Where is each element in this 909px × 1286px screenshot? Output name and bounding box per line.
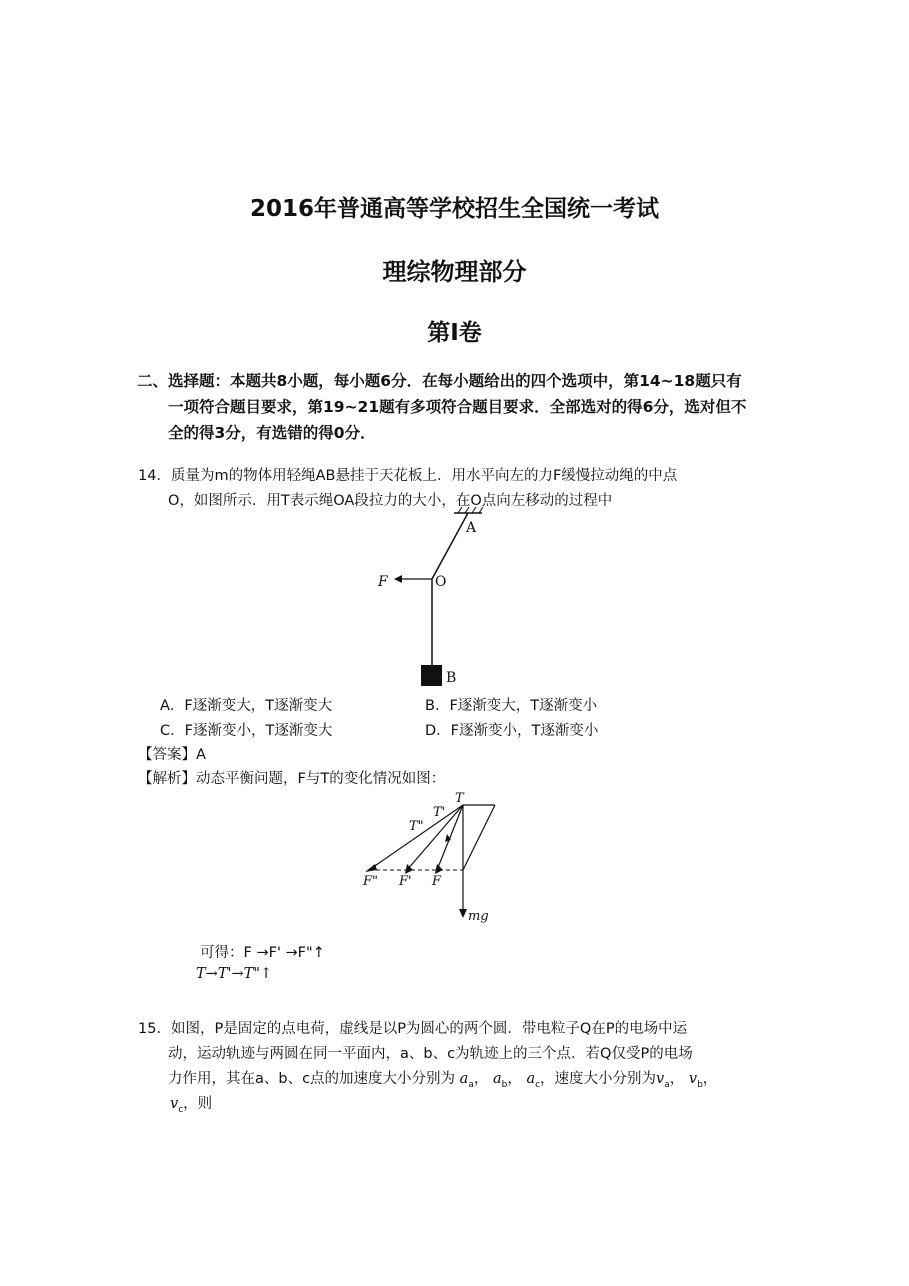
q14-rope-figure xyxy=(370,505,510,690)
symbol-a-a: a xyxy=(459,1071,469,1087)
q14-answer: 【答案】A xyxy=(138,747,206,763)
symbol-a-c: a xyxy=(526,1071,536,1087)
sub-va: a xyxy=(664,1079,670,1090)
sub-a: a xyxy=(468,1079,474,1090)
sub-b: b xyxy=(501,1079,508,1090)
q15-line3: 力作用，其在a、b、c点的加速度大小分别为 $a_a$， $a_b$， $a_c$，速度大小分别为$v_a$， $v_b$， xyxy=(168,1071,718,1090)
q15-line3-text: 力作用，其在a、b、c点的加速度大小分别为 xyxy=(168,1071,456,1087)
q14-analysis: 【解析】动态平衡问题，F与T的变化情况如图： xyxy=(138,771,446,787)
q15-line4 xyxy=(170,1092,212,1115)
section-instructions-line3: 全的得3分，有选错的得0分． xyxy=(168,424,376,442)
symbol-v-a: v xyxy=(656,1071,665,1087)
q15-line4-end: ，则 xyxy=(183,1096,213,1112)
diagram-label-T-double-prime: T" xyxy=(409,819,424,834)
exam-title: 2016年普通高等学校招生全国统一考试 xyxy=(249,196,659,222)
symbol-v-c: v xyxy=(170,1096,179,1112)
label-A: A xyxy=(466,520,477,536)
section-instructions-line1: 二、选择题：本题共8小题，每小题6分．在每小题给出的四个选项中，第14~18题只有 xyxy=(137,372,742,390)
result-line2: T→T'→T"↑ xyxy=(196,966,273,982)
label-B: B xyxy=(446,670,457,686)
force-triangle-diagram xyxy=(355,790,515,930)
diagram-label-mg: mg xyxy=(468,909,489,924)
sub-c: c xyxy=(535,1079,541,1090)
q15-line1: 15．如图，P是固定的点电荷，虚线是以P为圆心的两个圆．带电粒子Q在P的电场中运 xyxy=(138,1021,688,1037)
q14-option-c: C．F逐渐变小，T逐渐变大 xyxy=(160,723,333,739)
result-line1: 可得：F →F' →F"↑ xyxy=(200,945,325,961)
symbol-a-b: a xyxy=(492,1071,502,1087)
diagram-label-T: T xyxy=(455,791,464,806)
q15-line3-mid: ，速度大小分别为 xyxy=(540,1071,657,1087)
exam-subtitle: 理综物理部分 xyxy=(382,258,527,286)
label-F: F xyxy=(378,574,388,590)
q14-option-b: B．F逐渐变大，T逐渐变小 xyxy=(425,698,598,714)
sub-vc: c xyxy=(178,1104,184,1115)
symbol-v-b: v xyxy=(688,1071,698,1087)
diagram-label-T-prime: T' xyxy=(433,805,446,820)
label-O: O xyxy=(435,574,447,590)
q14-stem-line1: 14．质量为m的物体用轻绳AB悬挂于天花板上．用水平向左的力F缓慢拉动绳的中点 xyxy=(138,468,678,484)
diagram-label-F: F xyxy=(432,874,442,889)
q14-option-d: D．F逐渐变小，T逐渐变小 xyxy=(425,723,599,739)
q14-stem-line2: O，如图所示．用T表示绳OA段拉力的大小，在O点向左移动的过程中 xyxy=(168,493,613,509)
q14-option-a: A．F逐渐变大，T逐渐变大 xyxy=(160,698,333,714)
section-instructions-line2: 一项符合题目要求，第19~21题有多项符合题目要求．全部选对的得6分，选对但不 xyxy=(168,398,747,416)
q15-line2: 动，运动轨迹与两圆在同一平面内，a、b、c为轨迹上的三个点．若Q仅受P的电场 xyxy=(168,1046,693,1062)
sub-vb: b xyxy=(697,1079,703,1090)
diagram-label-F-prime: F' xyxy=(399,874,412,889)
volume-title: 第I卷 xyxy=(427,320,482,346)
diagram-label-F-double-prime: F" xyxy=(363,874,378,889)
